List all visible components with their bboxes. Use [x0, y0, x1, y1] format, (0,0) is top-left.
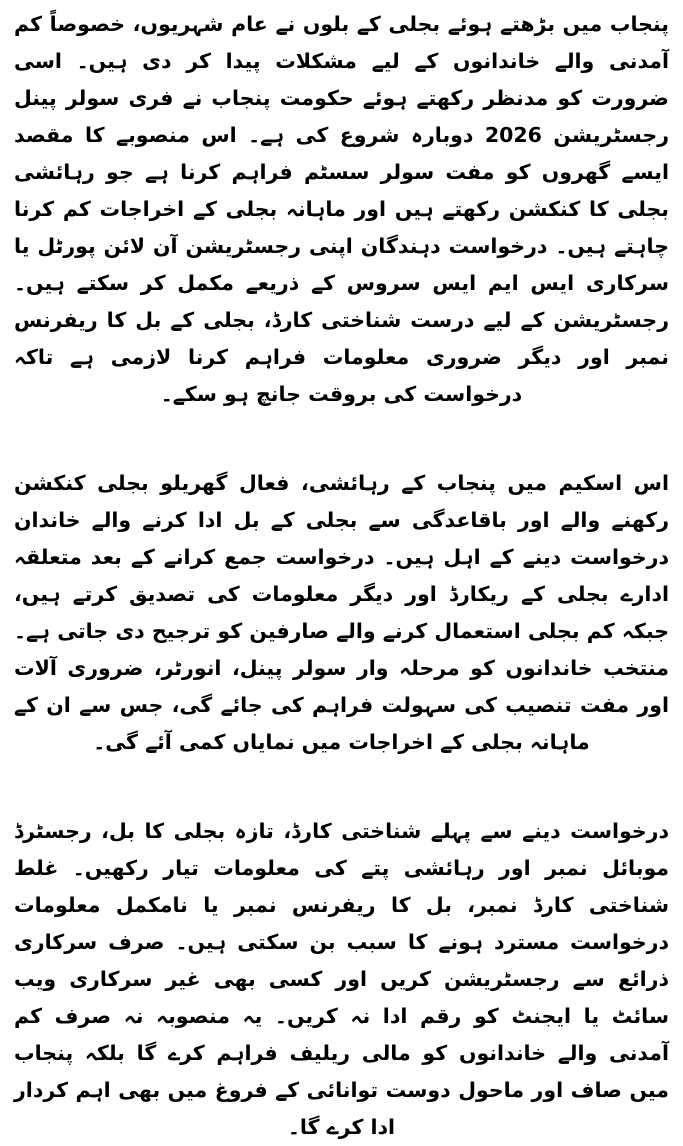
- paragraph-requirements: درخواست دینے سے پہلے شناختی کارڈ، تازہ بجلی کا بل، رجسٹرڈ موبائل نمبر اور رہائشی پتے کی معلومات تیار رکھیں۔ غلط شناختی کارڈ نمبر، بل کا ریفرنس نمبر یا نامکمل معلومات درخواست مسترد ہونے کا سبب بن سکتی ہیں۔ صرف سرکاری ذرائع سے رجسٹریشن کریں اور کسی بھی غیر سرکاری ویب سائٹ یا ایجنٹ کو رقم ادا نہ کریں۔ یہ منصوبہ نہ صرف کم آمدنی والے خاندانوں کو مالی ریلیف فراہم کرے گا بلکہ پنجاب میں صاف اور ماحول دوست توانائی کے فروغ میں بھی اہم کردار ادا کرے گا۔: [14, 819, 669, 1139]
- paragraph-eligibility: اس اسکیم میں پنجاب کے رہائشی، فعال گھریلو بجلی کنکشن رکھنے والے اور باقاعدگی سے بجلی کے بل ادا کرنے والے خاندان درخواست دینے کے اہل ہیں۔ درخواست جمع کرانے کے بعد متعلقہ ادارے بجلی کے ریکارڈ اور دیگر معلومات کی تصدیق کرتے ہیں، جبکہ کم بجلی استعمال کرنے والے صارفین کو ترجیح دی جاتی ہے۔ منتخب خاندانوں کو مرحلہ وار سولر پینل، انورٹر، ضروری آلات اور مفت تنصیب کی سہولت فراہم کی جائے گی، جس سے ان کے ماہانہ بجلی کے اخراجات میں نمایاں کمی آئے گی۔: [14, 471, 669, 754]
- paragraph-registration-intro: پنجاب میں بڑھتے ہوئے بجلی کے بلوں نے عام شہریوں، خصوصاً کم آمدنی والے خاندانوں کے لیے مشکلات پیدا کر دی ہیں۔ اسی ضرورت کو مدنظر رکھتے ہوئے حکومت پنجاب نے فری سولر پینل رجسٹریشن 2026 دوبارہ شروع کی ہے۔ اس منصوبے کا مقصد ایسے گھروں کو مفت سولر سسٹم فراہم کرنا ہے جو رہائشی بجلی کا کنکشن رکھتے ہیں اور ماہانہ بجلی کے اخراجات کم کرنا چاہتے ہیں۔ درخواست دہندگان اپنی رجسٹریشن آن لائن پورٹل یا سرکاری ایس ایم ایس سروس کے ذریعے مکمل کر سکتے ہیں۔ رجسٹریشن کے لیے درست شناختی کارڈ، بجلی کے بل کا ریفرنس نمبر اور دیگر ضروری معلومات فراہم کرنا لازمی ہے تاکہ درخواست کی بروقت جانچ ہو سکے۔: [14, 12, 669, 406]
